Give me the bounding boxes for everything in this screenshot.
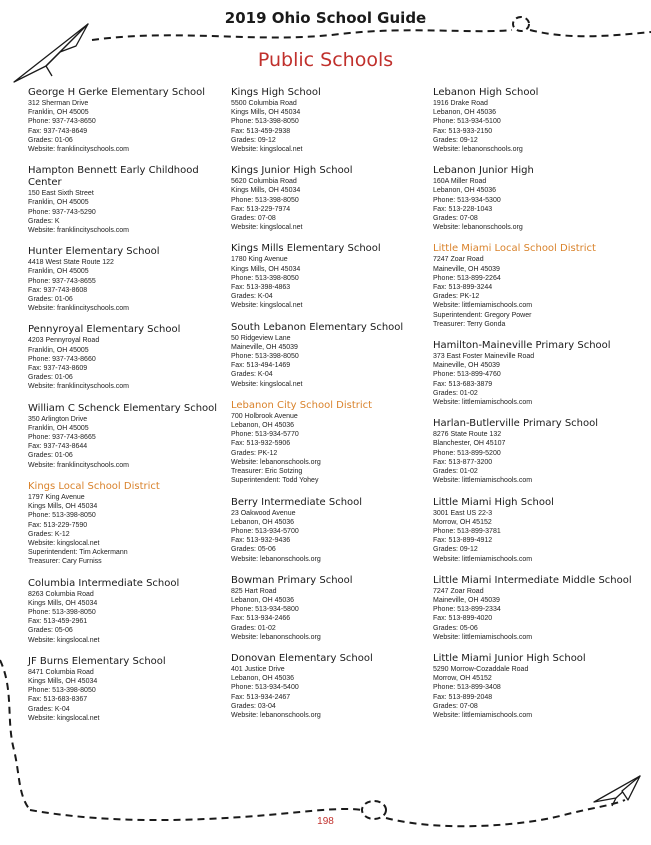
district-name: Lebanon City School District — [231, 399, 373, 411]
school-name: Little Miami Junior High School — [433, 652, 586, 664]
website-line: Website: littlemiamischools.com — [433, 302, 533, 310]
address-line: 4418 West State Route 122 — [28, 259, 114, 267]
website-line: Website: littlemiamischools.com — [433, 555, 533, 563]
grades-line: Grades: 09-12 — [433, 136, 478, 144]
school-name: Donovan Elementary School — [231, 652, 373, 664]
school-entry — [433, 418, 638, 485]
phone-line: Phone: 513-398-8050 — [231, 274, 299, 282]
fax-line: Fax: 513-877-3200 — [433, 458, 493, 466]
address-line: Maineville, OH 45039 — [433, 362, 500, 370]
district-entry — [231, 400, 429, 486]
address-line: 4203 Pennyroyal Road — [28, 337, 100, 345]
school-name: Berry Intermediate School — [231, 496, 363, 508]
website-line: Website: lebanonschools.org — [231, 633, 321, 641]
website-line: Website: kingslocal.net — [28, 636, 100, 644]
grades-line: Grades: 07-08 — [433, 702, 478, 710]
district-entry — [433, 243, 638, 329]
phone-line: Phone: 513-934-5100 — [433, 118, 501, 126]
address-line: Franklin, OH 45005 — [28, 346, 89, 354]
address-line: 8471 Columbia Road — [28, 668, 94, 676]
phone-line: Phone: 513-934-5400 — [231, 684, 299, 692]
phone-line: Phone: 937-743-8665 — [28, 434, 96, 442]
address-line: Kings Mills, OH 45034 — [28, 677, 98, 685]
fax-line: Fax: 937-743-8644 — [28, 443, 88, 451]
address-line: Kings Mills, OH 45034 — [28, 503, 98, 511]
website-line: Website: franklincityschools.com — [28, 383, 130, 391]
school-name: Pennyroyal Elementary School — [28, 324, 181, 336]
school-entry — [28, 246, 226, 313]
website-line: Website: lebanonschools.org — [433, 146, 523, 154]
grades-line: Grades: 05-06 — [433, 624, 478, 632]
address-line: Maineville, OH 45039 — [433, 265, 500, 273]
school-name: Hunter Elementary School — [28, 246, 160, 258]
fax-line: Fax: 513-683-8367 — [28, 696, 88, 704]
fax-line: Fax: 513-932-5906 — [231, 440, 291, 448]
phone-line: Phone: 513-934-5700 — [231, 527, 299, 535]
grades-line: Grades: 07-08 — [433, 215, 478, 223]
phone-line: Phone: 513-934-5770 — [231, 431, 299, 439]
address-line: 5500 Columbia Road — [231, 100, 297, 107]
address-line: 23 Oakwood Avenue — [231, 509, 296, 517]
school-entry — [433, 497, 638, 564]
school-entry — [28, 578, 226, 645]
phone-line: Phone: 937-743-5290 — [28, 208, 96, 216]
address-line: 312 Sherman Drive — [28, 100, 89, 107]
fax-line: Fax: 937-743-8649 — [28, 127, 88, 135]
school-name: Columbia Intermediate School — [28, 577, 180, 589]
address-line: Franklin, OH 45005 — [28, 268, 89, 276]
address-line: 1916 Drake Road — [433, 100, 488, 107]
website-line: Website: lebanonschools.org — [231, 711, 321, 719]
fax-line: Fax: 937-743-8608 — [28, 286, 88, 294]
grades-line: Grades: K-04 — [231, 293, 273, 301]
grades-line: Grades: 01-06 — [28, 136, 73, 144]
school-entry — [231, 497, 429, 564]
grades-line: Grades: 01-06 — [28, 374, 73, 382]
school-name: Hamilton-Maineville Primary School — [433, 340, 611, 352]
address-line: 1797 King Avenue — [28, 493, 85, 501]
school-name: Hampton Bennett Early Childhood Center — [28, 165, 199, 189]
address-line: 7247 Zoar Road — [433, 587, 484, 595]
address-line: Franklin, OH 45005 — [28, 199, 89, 207]
grades-line: Grades: 01-06 — [28, 296, 73, 304]
school-entry — [433, 340, 638, 407]
fax-line: Fax: 513-899-4020 — [433, 615, 493, 623]
phone-line: Phone: 513-899-4760 — [433, 371, 501, 379]
grades-line: Grades: 01-06 — [28, 452, 73, 460]
treasurer-line: Treasurer: Terry Gonda — [433, 320, 506, 328]
grades-line: Grades: 05-06 — [28, 627, 73, 635]
website-line: Website: kingslocal.net — [28, 714, 100, 722]
fax-line: Fax: 513-228-1043 — [433, 205, 493, 213]
school-entry — [28, 403, 226, 470]
address-line: Lebanon, OH 45036 — [231, 675, 295, 683]
address-line: Kings Mills, OH 45034 — [28, 599, 98, 607]
address-line: 825 Hart Road — [231, 587, 277, 595]
fax-line: Fax: 513-229-7590 — [28, 521, 88, 529]
phone-line: Phone: 513-899-2334 — [433, 606, 501, 614]
website-line: Website: lebanonschools.org — [231, 555, 321, 563]
website-line: Website: kingslocal.net — [231, 224, 303, 232]
dashed-path-icon — [92, 30, 512, 40]
grades-line: Grades: 09-12 — [231, 136, 276, 144]
fax-line: Fax: 513-933-2150 — [433, 127, 493, 135]
address-line: Lebanon, OH 45036 — [231, 422, 295, 430]
school-name: Harlan-Butlerville Primary School — [433, 418, 599, 430]
grades-line: Grades: K — [28, 217, 60, 225]
address-line: 150 East Sixth Street — [28, 190, 94, 198]
website-line: Website: kingslocal.net — [28, 539, 100, 547]
school-name: Lebanon Junior High — [433, 165, 534, 177]
school-entry — [231, 322, 429, 389]
phone-line: Phone: 937-743-8660 — [28, 355, 96, 363]
website-line: Website: kingslocal.net — [231, 302, 303, 310]
address-line: 8263 Columbia Road — [28, 590, 94, 598]
address-line: Kings Mills, OH 45034 — [231, 109, 301, 117]
school-name: Kings Junior High School — [231, 165, 353, 177]
website-line: Website: lebanonschools.org — [231, 458, 321, 466]
school-entry — [231, 575, 429, 642]
address-line: 8276 State Route 132 — [433, 431, 502, 439]
treasurer-line: Treasurer: Eric Sotzing — [231, 468, 303, 476]
school-entry — [28, 87, 226, 154]
website-line: Website: littlemiamischools.com — [433, 633, 533, 641]
address-line: 350 Arlington Drive — [28, 415, 88, 423]
phone-line: Phone: 513-398-8050 — [28, 687, 96, 695]
website-line: Website: littlemiamischools.com — [433, 399, 533, 407]
school-entry — [28, 656, 226, 723]
website-line: Website: littlemiamischools.com — [433, 711, 533, 719]
listing-column-1 — [28, 87, 226, 734]
school-name: William C Schenck Elementary School — [28, 402, 218, 414]
grades-line: Grades: 01-02 — [433, 468, 478, 476]
paper-plane-icon — [594, 776, 640, 806]
address-line: 160A Miller Road — [433, 178, 487, 186]
fax-line: Fax: 513-459-2938 — [231, 127, 291, 135]
school-entry — [231, 243, 429, 310]
school-name: Kings Mills Elementary School — [231, 243, 381, 255]
school-entry — [231, 653, 429, 720]
guide-title: 2019 Ohio School Guide — [224, 9, 427, 27]
phone-line: Phone: 513-899-2264 — [433, 274, 501, 282]
school-name: Little Miami Intermediate Middle School — [433, 574, 632, 586]
fax-line: Fax: 937-743-8609 — [28, 365, 88, 373]
fax-line: Fax: 513-934-2466 — [231, 615, 291, 623]
district-name: Little Miami Local School District — [433, 243, 596, 255]
school-entry — [433, 165, 638, 232]
fax-line: Fax: 513-932-9436 — [231, 537, 291, 545]
phone-line: Phone: 937-743-8650 — [28, 118, 96, 126]
grades-line: Grades: 09-12 — [433, 546, 478, 554]
address-line: 1780 King Avenue — [231, 256, 288, 264]
phone-line: Phone: 513-934-5300 — [433, 196, 501, 204]
school-entry — [28, 324, 226, 391]
website-line: Website: littlemiamischools.com — [433, 477, 533, 485]
grades-line: Grades: 07-08 — [231, 215, 276, 223]
phone-line: Phone: 513-899-5200 — [433, 449, 501, 457]
website-line: Website: lebanonschools.org — [433, 224, 523, 232]
website-line: Website: kingslocal.net — [231, 380, 303, 388]
address-line: 3001 East US 22-3 — [433, 509, 493, 517]
fax-line: Fax: 513-459-2961 — [28, 618, 88, 626]
grades-line: Grades: 01-02 — [231, 624, 276, 632]
district-name: Kings Local School District — [28, 480, 160, 492]
school-name: South Lebanon Elementary School — [231, 321, 404, 333]
address-line: Maineville, OH 45039 — [231, 343, 298, 351]
grades-line: Grades: PK-12 — [433, 293, 480, 301]
fax-line: Fax: 513-899-4912 — [433, 537, 493, 545]
grades-line: Grades: 05-06 — [231, 546, 276, 554]
grades-line: Grades: K-04 — [28, 705, 70, 713]
fax-line: Fax: 513-899-3244 — [433, 284, 493, 292]
address-line: 5620 Columbia Road — [231, 178, 297, 186]
grades-line: Grades: K-04 — [231, 371, 273, 379]
school-name: Lebanon High School — [433, 87, 539, 98]
district-entry — [28, 481, 226, 567]
school-name: Kings High School — [231, 87, 321, 98]
grades-line: Grades: K-12 — [28, 530, 70, 538]
address-line: Kings Mills, OH 45034 — [231, 187, 301, 195]
school-name: Little Miami High School — [433, 496, 554, 508]
address-line: 401 Justice Drive — [231, 665, 285, 673]
fax-line: Fax: 513-899-2048 — [433, 693, 493, 701]
address-line: Lebanon, OH 45036 — [433, 109, 497, 117]
school-entry — [433, 87, 638, 154]
grades-line: Grades: PK-12 — [231, 449, 278, 457]
school-name: George H Gerke Elementary School — [28, 87, 206, 98]
phone-line: Phone: 513-398-8050 — [231, 196, 299, 204]
grades-line: Grades: 03-04 — [231, 702, 276, 710]
phone-line: Phone: 513-398-8050 — [231, 353, 299, 361]
address-line: Kings Mills, OH 45034 — [231, 265, 301, 273]
fax-line: Fax: 513-494-1469 — [231, 362, 291, 370]
phone-line: Phone: 513-899-3408 — [433, 684, 501, 692]
phone-line: Phone: 513-899-3781 — [433, 527, 501, 535]
superintendent-line: Superintendent: Gregory Power — [433, 311, 532, 319]
address-line: 5290 Morrow-Cozaddale Road — [433, 665, 529, 673]
treasurer-line: Treasurer: Cary Furniss — [28, 558, 102, 566]
listing-column-3 — [433, 87, 638, 731]
address-line: Franklin, OH 45005 — [28, 109, 89, 117]
website-line: Website: franklincityschools.com — [28, 461, 130, 469]
school-entry — [28, 165, 226, 235]
address-line: 7247 Zoar Road — [433, 256, 484, 264]
school-entry — [231, 165, 429, 232]
website-line: Website: franklincityschools.com — [28, 146, 130, 154]
website-line: Website: kingslocal.net — [231, 146, 303, 154]
school-entry — [231, 87, 429, 154]
website-line: Website: franklincityschools.com — [28, 305, 130, 313]
phone-line: Phone: 513-398-8050 — [28, 608, 96, 616]
address-line: Morrow, OH 45152 — [433, 518, 492, 526]
address-line: Lebanon, OH 45036 — [433, 187, 497, 195]
fax-line: Fax: 513-398-4863 — [231, 284, 291, 292]
page-number: 198 — [317, 816, 334, 827]
address-line: Lebanon, OH 45036 — [231, 518, 295, 526]
superintendent-line: Superintendent: Tim Ackermann — [28, 549, 128, 557]
address-line: 373 East Foster Maineville Road — [433, 353, 535, 361]
address-line: 700 Holbrook Avenue — [231, 412, 298, 420]
phone-line: Phone: 937-743-8655 — [28, 277, 96, 285]
address-line: Maineville, OH 45039 — [433, 596, 500, 604]
listing-column-2 — [231, 87, 429, 731]
fax-line: Fax: 513-229-7974 — [231, 205, 291, 213]
phone-line: Phone: 513-398-8050 — [28, 512, 96, 520]
address-line: Franklin, OH 45005 — [28, 424, 89, 432]
superintendent-line: Superintendent: Todd Yohey — [231, 477, 319, 485]
phone-line: Phone: 513-398-8050 — [231, 118, 299, 126]
address-line: Lebanon, OH 45036 — [231, 596, 295, 604]
website-line: Website: franklincityschools.com — [28, 227, 130, 235]
grades-line: Grades: 01-02 — [433, 389, 478, 397]
address-line: Blanchester, OH 45107 — [433, 440, 506, 448]
fax-line: Fax: 513-683-3879 — [433, 380, 493, 388]
phone-line: Phone: 513-934-5800 — [231, 606, 299, 614]
address-line: Morrow, OH 45152 — [433, 675, 492, 683]
address-line: 50 Ridgeview Lane — [231, 334, 291, 342]
school-name: JF Burns Elementary School — [28, 655, 166, 667]
fax-line: Fax: 513-934-2467 — [231, 693, 291, 701]
section-title: Public Schools — [257, 49, 394, 71]
school-entry — [433, 575, 638, 642]
school-name: Bowman Primary School — [231, 574, 353, 586]
school-entry — [433, 653, 638, 720]
